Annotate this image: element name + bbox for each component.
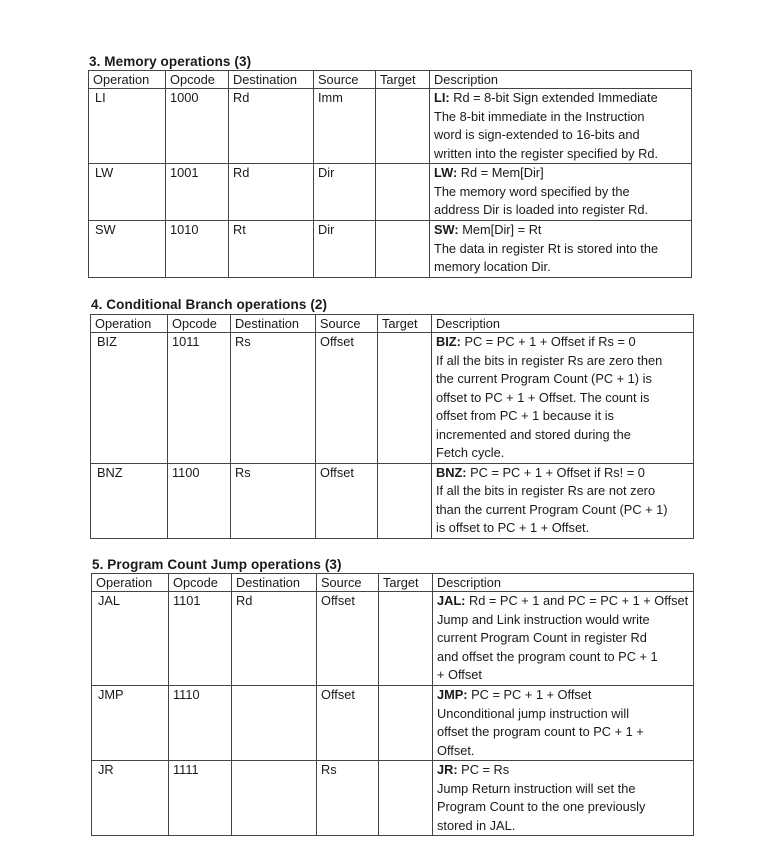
cell-description: [432, 463, 694, 538]
cell-description: [430, 221, 692, 278]
cell-target: [379, 761, 433, 836]
cell-opcode: 1111: [169, 761, 232, 836]
desc-formula: PC = PC + 1 + Offset if Rs! = 0: [466, 464, 645, 480]
cell-description: [430, 89, 692, 164]
desc-line: The 8-bit immediate in the Instruction: [434, 108, 645, 124]
header-opcode: Opcode: [168, 315, 231, 333]
cell-target: [379, 686, 433, 761]
desc-label: BIZ:: [436, 334, 461, 349]
desc-line: If all the bits in register Rs are zero then: [436, 352, 663, 368]
cell-operation: SW: [89, 221, 166, 278]
table-row: [92, 592, 694, 686]
cell-destination: Rs: [231, 463, 316, 538]
desc-line: current Program Count in register Rd: [437, 630, 647, 645]
desc-label: JR:: [437, 762, 458, 777]
desc-formula: PC = PC + 1 + Offset: [467, 687, 592, 702]
header-destination: Destination: [232, 574, 317, 592]
cell-opcode: 1000: [166, 89, 229, 164]
desc-line: Unconditional jump instruction will: [437, 705, 630, 721]
header-target: Target: [379, 574, 433, 592]
cell-source: Offset: [316, 463, 378, 538]
table-row: [92, 761, 694, 836]
desc-line: The memory word specified by the: [434, 183, 630, 199]
desc-line: Offset.: [437, 742, 475, 758]
cell-operation: LW: [89, 164, 166, 221]
memory-operations-table: [88, 70, 692, 278]
cell-target: [378, 333, 432, 464]
header-source: Source: [317, 574, 379, 592]
header-source: Source: [316, 315, 378, 333]
desc-label: LI:: [434, 90, 450, 105]
header-operation: Operation: [89, 71, 166, 89]
desc-formula: Rd = Mem[Dir]: [457, 165, 544, 180]
cell-source: Dir: [314, 221, 376, 278]
table-row: [91, 463, 694, 538]
desc-line: Jump and Link instruction would write: [437, 611, 650, 627]
desc-label: BNZ:: [436, 464, 467, 480]
desc-line: word is sign-extended to 16-bits and: [434, 127, 640, 142]
program-count-jump-table: [91, 573, 694, 836]
cell-opcode: 1110: [169, 686, 232, 761]
table-row: [89, 221, 692, 278]
header-destination: Destination: [231, 315, 316, 333]
cell-operation: JR: [92, 761, 169, 836]
desc-line: incremented and stored during the: [436, 426, 631, 442]
conditional-branch-table: [90, 314, 694, 539]
desc-formula: PC = Rs: [457, 762, 510, 777]
table-row: [92, 686, 694, 761]
desc-label: JAL:: [437, 593, 466, 608]
header-operation: Operation: [92, 574, 169, 592]
cell-source: Offset: [317, 592, 379, 686]
header-description: Description: [430, 71, 692, 89]
desc-line: address Dir is loaded into register Rd.: [434, 202, 649, 217]
table-header-row: [89, 71, 692, 89]
cell-description: [433, 686, 694, 761]
desc-line: than the current Program Count (PC + 1): [436, 501, 668, 517]
header-operation: Operation: [91, 315, 168, 333]
desc-label: LW:: [434, 165, 458, 180]
cell-operation: JMP: [92, 686, 169, 761]
desc-line: written into the register specified by Rd.: [434, 145, 659, 161]
desc-line: and offset the program count to PC + 1: [437, 648, 658, 664]
desc-label: SW:: [434, 222, 459, 237]
desc-label: JMP:: [437, 687, 468, 702]
desc-line: If all the bits in register Rs are not zero: [436, 483, 656, 498]
cell-target: [379, 592, 433, 686]
section-title: 5. Program Count Jump operations (3): [92, 557, 342, 572]
desc-line: offset from PC + 1 because it is: [436, 408, 614, 423]
desc-line: memory location Dir.: [434, 259, 551, 274]
cell-description: [430, 164, 692, 221]
header-opcode: Opcode: [166, 71, 229, 89]
cell-operation: JAL: [92, 592, 169, 686]
table-row: [89, 89, 692, 164]
cell-destination: Rd: [229, 164, 314, 221]
table-row: [89, 164, 692, 221]
cell-source: Rs: [317, 761, 379, 836]
cell-destination: [232, 686, 317, 761]
desc-line: Fetch cycle.: [436, 445, 505, 460]
cell-destination: Rd: [229, 89, 314, 164]
cell-description: [432, 333, 694, 464]
cell-destination: Rt: [229, 221, 314, 278]
desc-formula: Rd = 8-bit Sign extended Immediate: [449, 90, 658, 105]
cell-opcode: 1100: [168, 463, 231, 538]
cell-opcode: 1010: [166, 221, 229, 278]
cell-destination: Rs: [231, 333, 316, 464]
header-target: Target: [378, 315, 432, 333]
cell-operation: BIZ: [91, 333, 168, 464]
desc-formula: Mem[Dir] = Rt: [458, 222, 542, 237]
cell-source: Dir: [314, 164, 376, 221]
cell-target: [376, 221, 430, 278]
desc-line: The data in register Rt is stored into the: [434, 240, 659, 256]
desc-line: Program Count to the one previously: [437, 799, 646, 814]
desc-formula: PC = PC + 1 + Offset if Rs = 0: [460, 334, 636, 349]
header-destination: Destination: [229, 71, 314, 89]
section-title: 4. Conditional Branch operations (2): [91, 297, 328, 312]
desc-line: stored in JAL.: [437, 817, 516, 833]
table-header-row: [91, 315, 694, 333]
desc-formula: Rd = PC + 1 and PC = PC + 1 + Offset: [465, 593, 689, 608]
desc-line: offset to PC + 1 + Offset. The count is: [436, 389, 650, 405]
cell-source: Offset: [317, 686, 379, 761]
header-description: Description: [432, 315, 694, 333]
desc-line: offset the program count to PC + 1 +: [437, 724, 644, 739]
cell-operation: LI: [89, 89, 166, 164]
table-header-row: [92, 574, 694, 592]
header-source: Source: [314, 71, 376, 89]
cell-description: [433, 592, 694, 686]
header-target: Target: [376, 71, 430, 89]
desc-line: is offset to PC + 1 + Offset.: [436, 520, 590, 535]
desc-line: Jump Return instruction will set the: [437, 780, 636, 796]
cell-opcode: 1101: [169, 592, 232, 686]
cell-opcode: 1001: [166, 164, 229, 221]
cell-source: Offset: [316, 333, 378, 464]
cell-opcode: 1011: [168, 333, 231, 464]
cell-operation: BNZ: [91, 463, 168, 538]
cell-target: [376, 164, 430, 221]
cell-destination: [232, 761, 317, 836]
cell-destination: Rd: [232, 592, 317, 686]
header-description: Description: [433, 574, 694, 592]
table-row: [91, 333, 694, 464]
cell-target: [376, 89, 430, 164]
cell-target: [378, 463, 432, 538]
cell-source: Imm: [314, 89, 376, 164]
desc-line: the current Program Count (PC + 1) is: [436, 371, 652, 386]
section-title: 3. Memory operations (3): [89, 54, 252, 69]
desc-line: + Offset: [437, 667, 482, 682]
header-opcode: Opcode: [169, 574, 232, 592]
cell-description: [433, 761, 694, 836]
